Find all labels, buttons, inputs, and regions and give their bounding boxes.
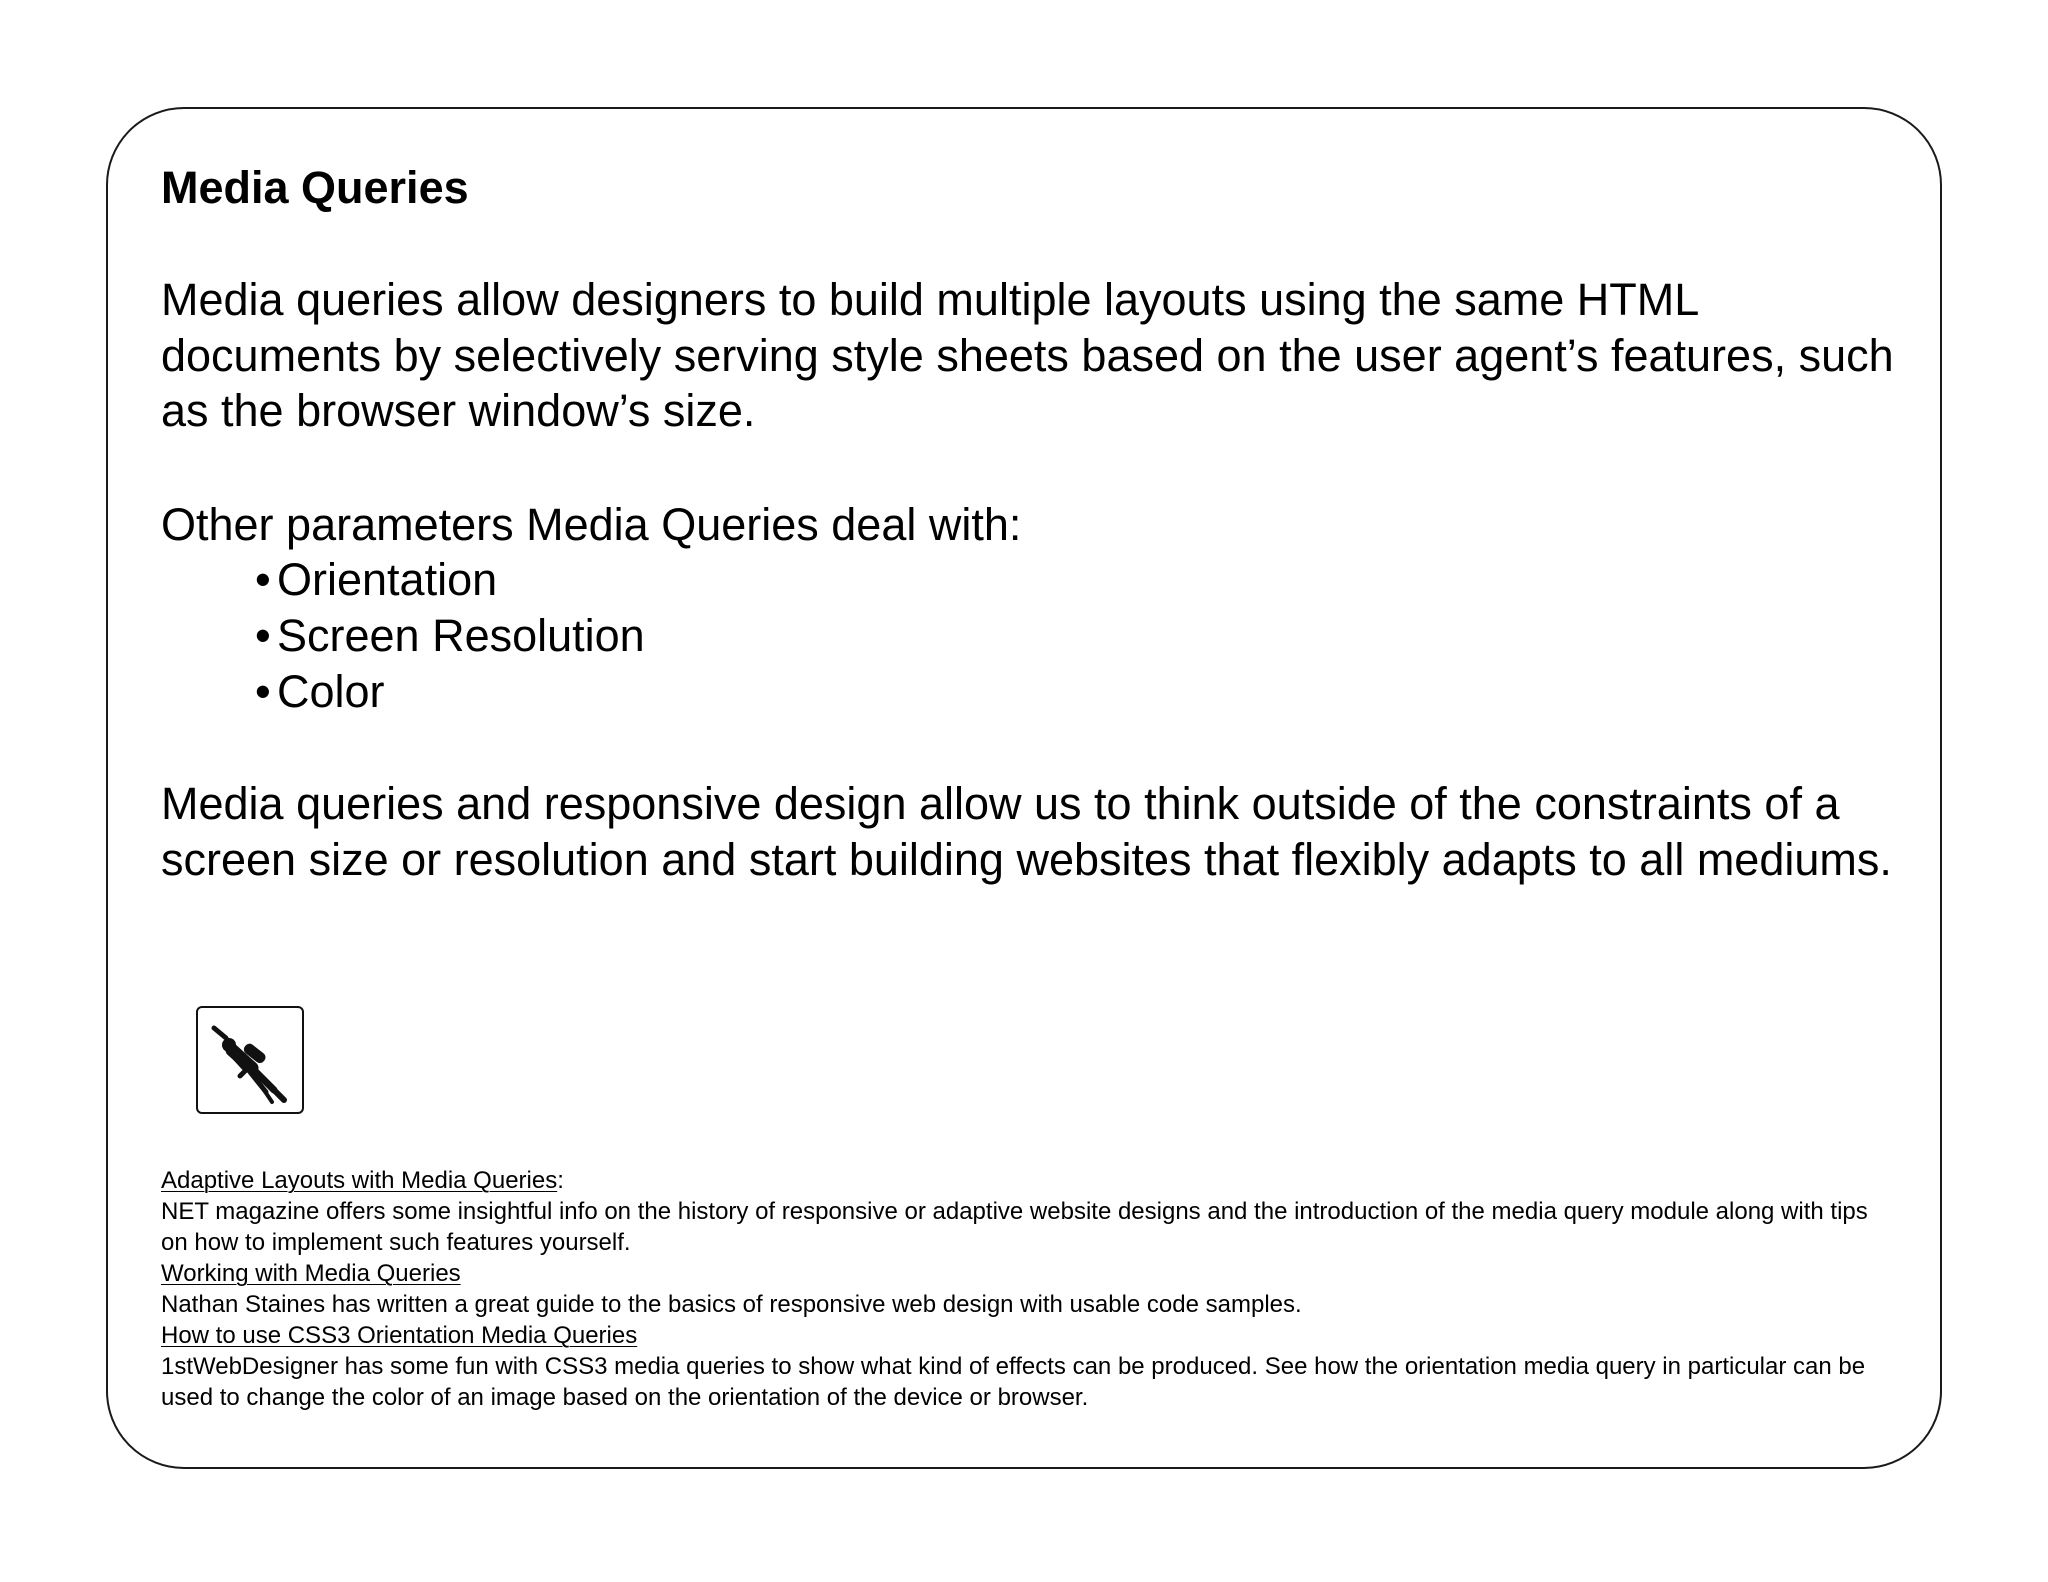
parameters-heading: Other parameters Media Queries deal with: <box>161 499 1022 550</box>
references-section <box>161 1165 1881 1413</box>
list-item-label: Orientation <box>277 554 498 605</box>
adaptive-layouts-link[interactable]: Adaptive Layouts with Media Queries <box>161 1167 558 1194</box>
list-item <box>255 608 645 664</box>
parameters-list <box>255 552 645 720</box>
closing-paragraph: Media queries and responsive design allow us to think outside of the constraints of a screen size or resolution and start building websites that flexibly adapts to all mediums. <box>161 778 1892 885</box>
reference-title-row <box>161 1165 1881 1196</box>
slide-title: Media Queries <box>161 162 469 213</box>
css3-orientation-link[interactable]: How to use CSS3 Orientation Media Queries <box>161 1322 638 1349</box>
reference-title-row <box>161 1258 1881 1289</box>
list-item <box>255 552 645 608</box>
scuba-diver-icon <box>196 1006 304 1114</box>
reference-description: NET magazine offers some insightful info on the history of responsive or adaptive website designs and the introduction of the media query module along with tips on how to implement such features yourself. <box>161 1198 1868 1256</box>
reference-description: 1stWebDesigner has some fun with CSS3 media queries to show what kind of effects can be produced. See how the orientation media query in particular can be used to change the color of an image based on the orientation of the device or browser. <box>161 1353 1866 1411</box>
intro-paragraph: Media queries allow designers to build multiple layouts using the same HTML documents by selectively serving style sheets based on the user agent’s features, such as the browser window’s size. <box>161 274 1894 436</box>
list-item <box>255 664 645 720</box>
list-item-label: Color <box>277 666 385 717</box>
bullet-icon: • <box>255 610 271 661</box>
reference-description: Nathan Staines has written a great guide to the basics of responsive web design with usable code samples. <box>161 1291 1302 1318</box>
reference-title-row <box>161 1320 1881 1351</box>
list-item-label: Screen Resolution <box>277 610 645 661</box>
bullet-icon: • <box>255 666 271 717</box>
working-with-media-queries-link[interactable]: Working with Media Queries <box>161 1260 461 1287</box>
reference-suffix: : <box>557 1167 564 1194</box>
bullet-icon: • <box>255 554 271 605</box>
